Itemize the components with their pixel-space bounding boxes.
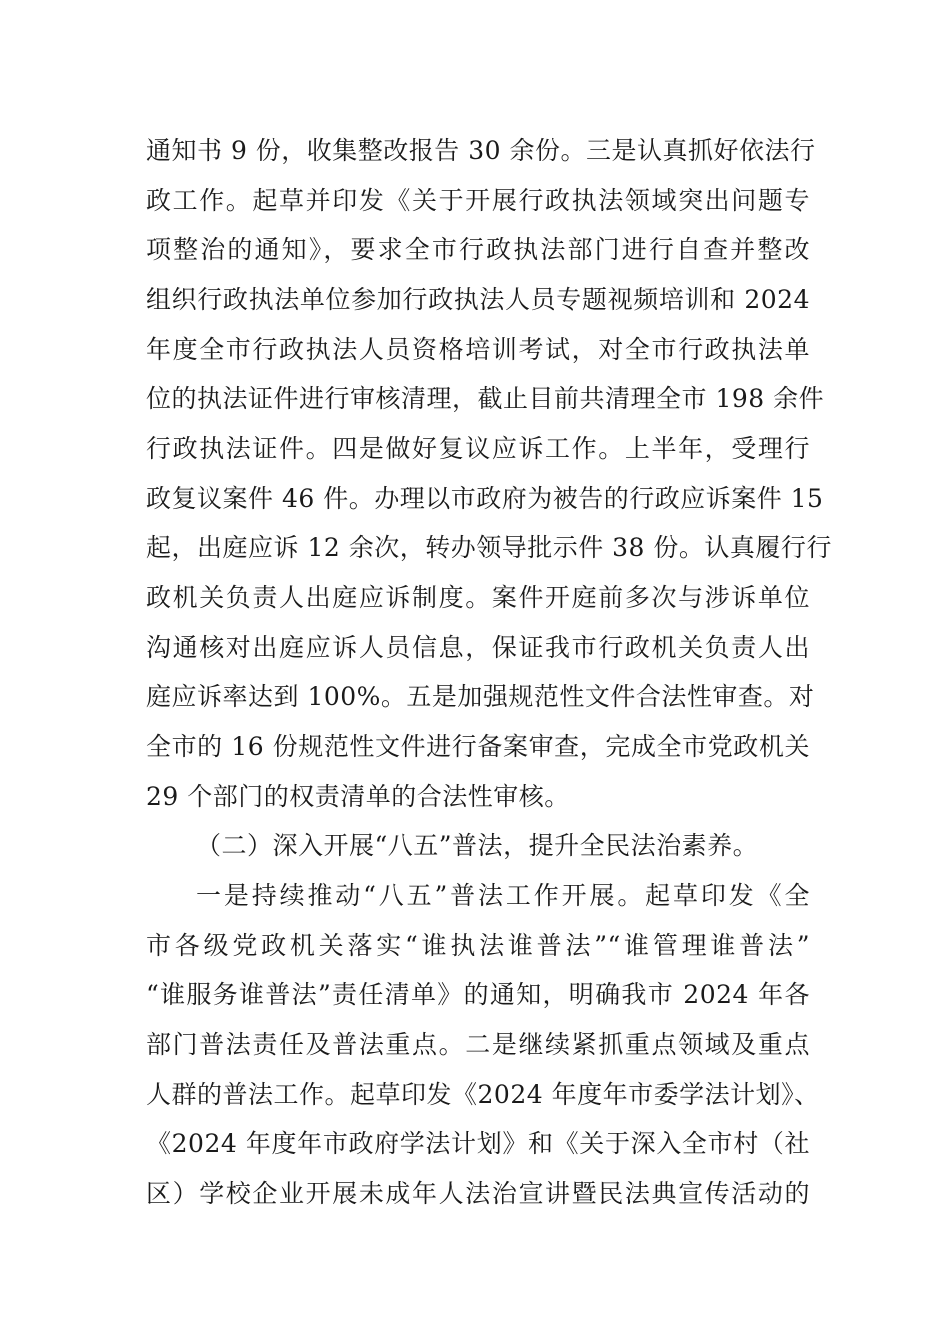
text-line: 年度全市行政执法人员资格培训考试，对全市行政执法单 <box>146 335 810 364</box>
text-line: 市各级党政机关落实“谁执法谁普法”“谁管理谁普法” <box>146 931 810 960</box>
text-line: 区）学校企业开展未成年人法治宣讲暨民法典宣传活动的 <box>146 1179 810 1208</box>
text-line: 沟通核对出庭应诉人员信息，保证我市行政机关负责人出 <box>146 633 810 662</box>
text-line: 政复议案件 46 件。办理以市政府为被告的行政应诉案件 15 <box>146 484 824 513</box>
text-line: “谁服务谁普法”责任清单》的通知，明确我市 2024 年各 <box>146 980 810 1009</box>
text-line: 项整治的通知》，要求全市行政执法部门进行自查并整改 <box>146 235 810 264</box>
text-line: 人群的普法工作。起草印发《2024 年度年市委学法计划》、 <box>146 1080 820 1109</box>
text-line: 起，出庭应诉 12 余次，转办领导批示件 38 份。认真履行行 <box>146 533 832 562</box>
text-line: 组织行政执法单位参加行政执法人员专题视频培训和 2024 <box>146 285 810 314</box>
text-line: 部门普法责任及普法重点。二是继续紧抓重点领域及重点 <box>146 1030 810 1059</box>
text-line: 全市的 16 份规范性文件进行备案审查，完成全市党政机关 <box>146 732 810 761</box>
text-line: 行政执法证件。四是做好复议应诉工作。上半年，受理行 <box>146 434 810 463</box>
section-heading: （二）深入开展“八五”普法，提升全民法治素养。 <box>196 831 759 860</box>
text-line: 《2024 年度年市政府学法计划》和《关于深入全市村（社 <box>146 1129 810 1158</box>
text-line: 29 个部门的权责清单的合法性审核。 <box>146 782 570 811</box>
text-line: 庭应诉率达到 100%。五是加强规范性文件合法性审查。对 <box>146 682 815 711</box>
text-line: 通知书 9 份，收集整改报告 30 余份。三是认真抓好依法行 <box>146 136 816 165</box>
text-line: 政机关负责人出庭应诉制度。案件开庭前多次与涉诉单位 <box>146 583 810 612</box>
text-line: 位的执法证件进行审核清理，截止目前共清理全市 198 余件 <box>146 384 825 413</box>
text-line: 一是持续推动“八五”普法工作开展。起草印发《全 <box>196 881 810 910</box>
text-line: 政工作。起草并印发《关于开展行政执法领域突出问题专 <box>146 186 810 215</box>
